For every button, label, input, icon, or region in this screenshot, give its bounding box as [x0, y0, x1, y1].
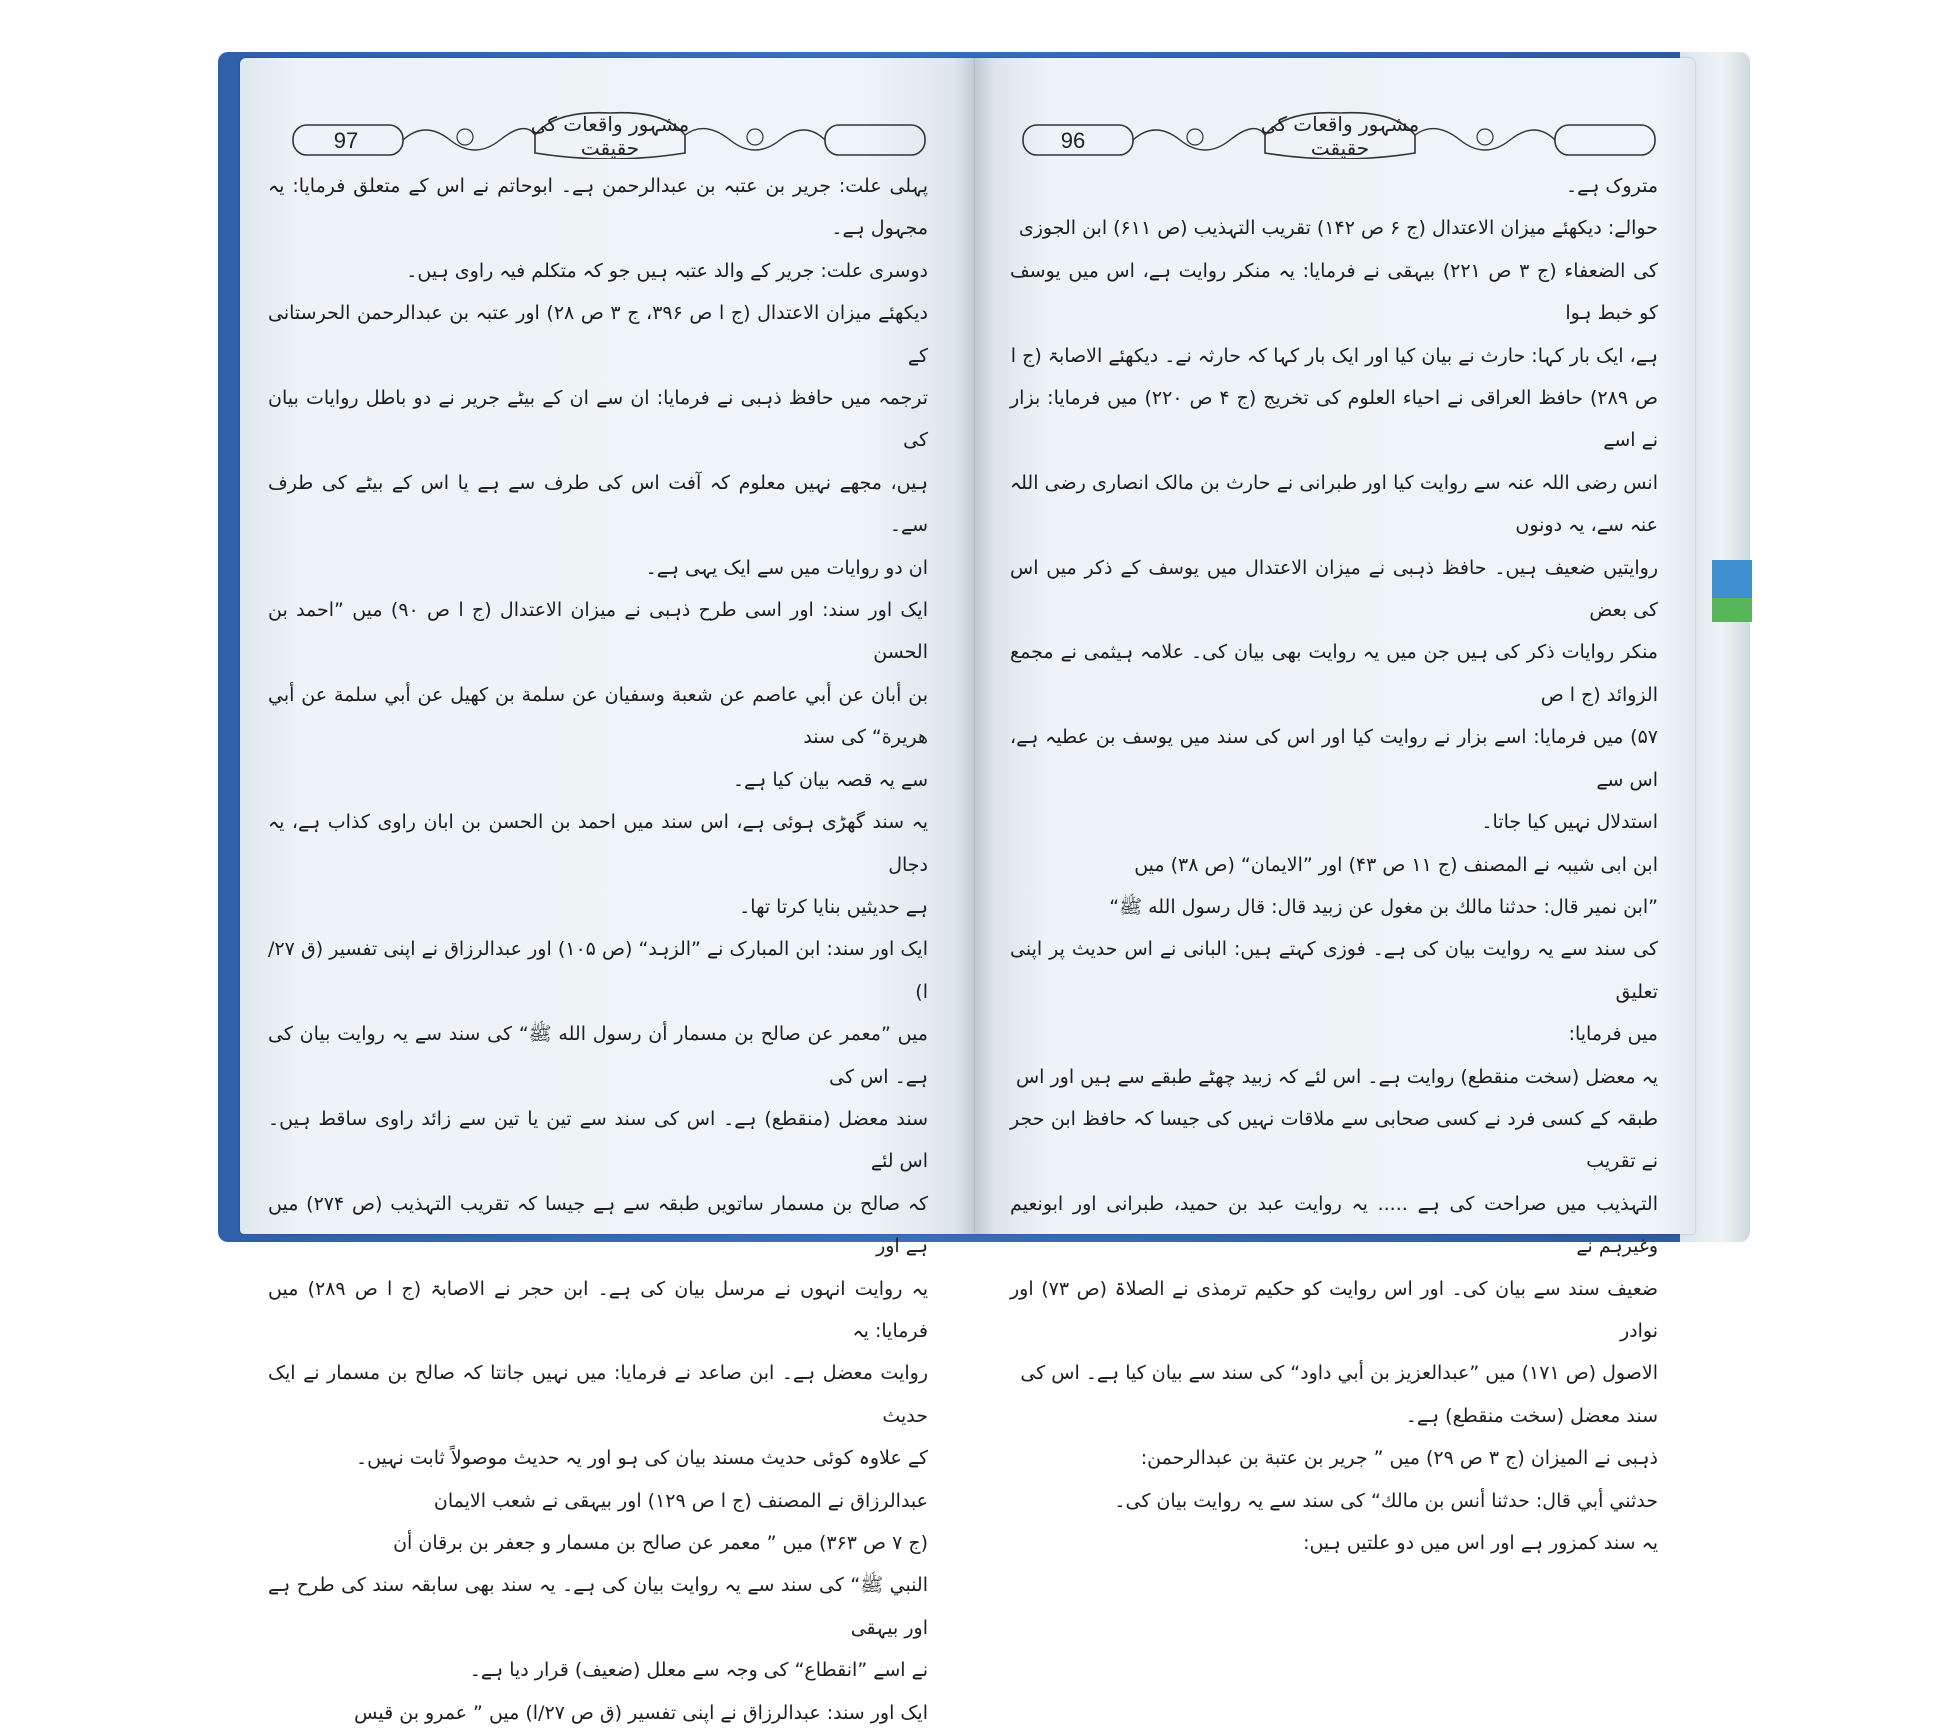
text-line: ص ۲۸۹) حافظ العراقی نے احیاء العلوم کی تخریج (ج ۴ ص ۲۲۰) میں فرمایا: بزار نے اسے	[1010, 387, 1658, 452]
left-page-body	[268, 165, 928, 1734]
text-line: سند معضل (منقطع) ہے۔ اس کی سند سے تین یا تین سے زائد راوی ساقط ہیں۔ اس لئے	[268, 1107, 928, 1173]
text-line: حوالے: دیکھئے میزان الاعتدال (ج ۶ ص ۱۴۲) تقریب التہذیب (ص ۶۱۱) ابن الجوزی	[1018, 217, 1658, 240]
text-line: سے یہ قصہ بیان کیا ہے۔	[732, 768, 928, 791]
left-page-number: 97	[333, 128, 359, 153]
text-line: التہذیب میں صراحت کی ہے ..... یہ روایت عبد بن حمید، طبرانی اور ابونعیم وغیرہم نے	[1010, 1192, 1658, 1258]
text-line: یہ روایت انہوں نے مرسل بیان کی ہے۔ ابن حجر نے الاصابۃ (ج ا ص ۲۸۹) میں فرمایا: یہ	[268, 1277, 928, 1342]
text-line: روایت معضل ہے۔ ابن صاعد نے فرمایا: میں نہیں جانتا کہ صالح بن مسمار نے ایک حدیث	[268, 1362, 928, 1427]
text-line: ہے، ایک بار کہا: حارث نے بیان کیا اور ایک بار کہا کہ حارثہ نے۔ دیکھئے الاصابۃ (ج ا	[1010, 344, 1658, 367]
text-line: ہیں، مجھے نہیں معلوم کہ آفت اس کی طرف سے ہے یا اس کے بیٹے کی طرف سے۔	[268, 471, 928, 537]
text-line: متروک ہے۔	[1565, 175, 1658, 197]
cover-stripe-blue	[1712, 560, 1752, 598]
text-line: میں ”معمر عن صالح بن مسمار أن رسول الله ﷺ“ کی سند سے یہ روایت بیان کی ہے۔ اس کی	[268, 1023, 928, 1088]
text-line: میں فرمایا:	[1568, 1023, 1658, 1046]
text-line: طبقہ کے کسی فرد نے کسی صحابی سے ملاقات نہیں کی جیسا کہ حافظ ابن حجر نے تقریب	[1010, 1107, 1658, 1173]
text-line: ۵۷) میں فرمایا: اسے بزار نے روایت کیا اور اس کی سند میں یوسف بن عطیہ ہے، اس سے	[1010, 726, 1658, 791]
cover-stripe-green	[1712, 598, 1752, 622]
text-line: روایتیں ضعیف ہیں۔ حافظ ذہبی نے میزان الاعتدال میں یوسف کے ذکر میں اس کی بعض	[1010, 556, 1658, 622]
text-line: (ج ۷ ص ۳۶۳) میں ” معمر عن صالح بن مسمار و جعفر بن برقان أن	[393, 1532, 928, 1554]
spine-shadow	[955, 58, 995, 1234]
text-line: ابن ابی شیبہ نے المصنف (ج ۱۱ ص ۴۳) اور ”الایمان“ (ص ۳۸) میں	[1134, 853, 1658, 876]
text-line: ضعیف سند سے بیان کی۔ اور اس روایت کو حکیم ترمذی نے الصلاۃ (ص ۷۳) اور نوادر	[1010, 1277, 1658, 1342]
right-page-number: 96	[1060, 128, 1086, 153]
text-line: ایک اور سند: اور اسی طرح ذہبی نے میزان الاعتدال (ج ا ص ۹۰) میں ”احمد بن الحسن	[268, 599, 928, 664]
text-line: ہے حدیثیں بنایا کرتا تھا۔	[739, 895, 928, 918]
text-line: ایک اور سند: عبدالرزاق نے اپنی تفسیر (ق ص ۲۷/ا) میں ” عمرو بن قيس	[354, 1701, 928, 1724]
text-line: کی سند سے یہ روایت بیان کی ہے۔ فوزی کہتے ہیں: البانی نے اس حدیث پر اپنی تعلیق	[1010, 938, 1658, 1003]
text-line: ایک اور سند: ابن المبارک نے ”الزہد“ (ص ۱۰۵) اور عبدالرزاق نے اپنی تفسیر (ق ۲۷/ا)	[268, 938, 928, 1003]
text-line: دیکھئے میزان الاعتدال (ج ا ص ۳۹۶، ج ۳ ص ۲۸) اور عتبہ بن عبدالرحمن الحرستانی کے	[268, 302, 928, 367]
text-line: عبدالرزاق نے المصنف (ج ا ص ۱۲۹) اور بیہقی نے شعب الایمان	[433, 1489, 928, 1512]
text-line: کہ صالح بن مسمار ساتویں طبقہ سے ہے جیسا کہ تقریب التہذیب (ص ۲۷۴) میں ہے اور	[268, 1192, 929, 1258]
text-line: الاصول (ص ۱۷۱) میں ”عبدالعزيز بن أبي داود“ کی سند سے بیان کیا ہے۔ اس کی	[1020, 1362, 1658, 1385]
text-line: حدثني أبي قال: حدثنا أنس بن مالك“ کی سند سے یہ روایت بیان کی۔	[1114, 1489, 1658, 1512]
text-line: منکر روایات ذکر کی ہیں جن میں یہ روایت بھی بیان کی۔ علامہ ہیثمی نے مجمع الزوائد (ج ا ص	[1010, 641, 1658, 706]
text-line: انس رضی اللہ عنہ سے روایت کیا اور طبرانی نے حارث بن مالک انصاری رضی اللہ عنہ سے، یہ دونوں	[1010, 471, 1658, 537]
text-line: یہ سند گھڑی ہوئی ہے، اس سند میں احمد بن الحسن بن ابان راوی کذاب ہے، یہ دجال	[268, 811, 928, 876]
text-line: یہ معضل (سخت منقطع) روایت ہے۔ اس لئے کہ زبید چھٹے طبقے سے ہیں اور اس	[1015, 1065, 1658, 1088]
text-line: نے اسے ”انقطاع“ کی وجہ سے معلل (ضعیف) قرار دیا ہے۔	[469, 1659, 928, 1682]
text-line: یہ سند کمزور ہے اور اس میں دو علتیں ہیں:	[1303, 1532, 1658, 1554]
right-page-body	[1010, 165, 1658, 1564]
right-running-title: مشہور واقعات کی حقیقت	[1260, 112, 1420, 160]
text-line: استدلال نہیں کیا جاتا۔	[1481, 811, 1658, 834]
text-line: کی الضعفاء (ج ۳ ص ۲۲۱) بیہقی نے فرمایا: یہ منکر روایت ہے، اس میں یوسف کو خبط ہوا	[1010, 259, 1658, 325]
text-line: النبي ﷺ“ کی سند سے یہ روایت بیان کی ہے۔ یہ سند بھی سابقہ سند کی طرح ہے اور بیہقی	[268, 1574, 928, 1639]
text-line: ”ابن نمير قال: حدثنا مالك بن مغول عن زبيد قال: قال رسول الله ﷺ“	[1109, 895, 1658, 918]
text-line: سند معضل (سخت منقطع) ہے۔	[1405, 1404, 1658, 1427]
text-line: بن أبان عن أبي عاصم عن شعبة وسفيان عن سلمة بن كهيل عن أبي سلمة عن أبي هريرة“ کی سند	[268, 683, 928, 749]
text-line: ذہبی نے المیزان (ج ۳ ص ۲۹) میں ” جرير بن عتبة بن عبدالرحمن:	[1140, 1447, 1658, 1470]
text-line: ان دو روایات میں سے ایک یہی ہے۔	[645, 556, 928, 579]
text-line: ترجمہ میں حافظ ذہبی نے فرمایا: ان سے ان کے بیٹے جریر نے دو باطل روایات بیان کی	[268, 387, 928, 452]
text-line: کے علاوہ کوئی حدیث مسند بیان کی ہو اور یہ حدیث موصولاً ثابت نہیں۔	[355, 1447, 928, 1470]
left-running-title: مشہور واقعات کی حقیقت	[530, 112, 690, 160]
text-line: پہلی علت: جریر بن عتبہ بن عبدالرحمن ہے۔ ابوحاتم نے اس کے متعلق فرمایا: یہ مجہول ہے۔	[268, 175, 928, 240]
text-line: دوسری علت: جریر کے والد عتبہ ہیں جو کہ متکلم فیہ راوی ہیں۔	[406, 259, 928, 282]
